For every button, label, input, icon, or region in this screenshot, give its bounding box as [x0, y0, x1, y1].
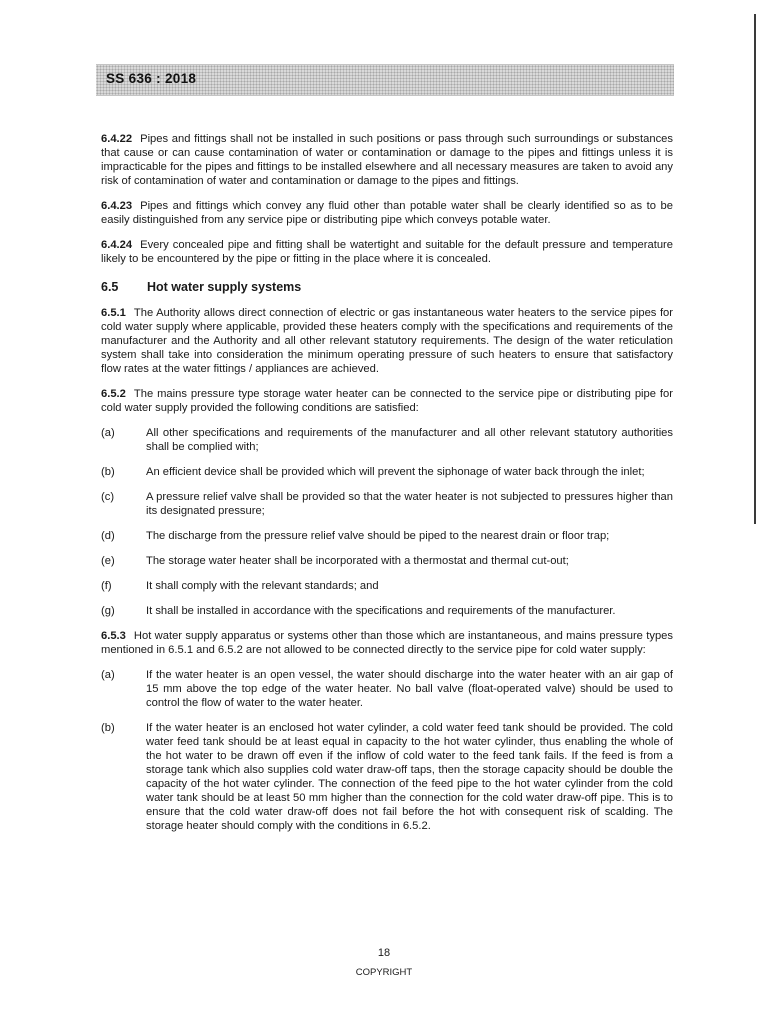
clause-text: Pipes and fittings shall not be installed in such positions or pass through such surroundings or substances that cause or can cause contamination of water or contamination or damage to the pipes and fittings unless it is impracticable for the pipes and fittings to be installed elsewhere and all necessary measures are taken to avoid any risk of contamination of water and contamination or damage to the pipes and fittings. — [101, 133, 673, 187]
clause-number: 6.5.2 — [101, 388, 126, 400]
clause-number: 6.5.1 — [101, 307, 126, 319]
list-label: (c) — [101, 491, 115, 503]
clause-number: 6.5.3 — [101, 630, 126, 642]
clause-6-5-3 — [101, 629, 673, 657]
list-item — [101, 721, 673, 833]
clause-text: Pipes and fittings which convey any fluid other than potable water shall be clearly identified so as to be easily distinguished from any service pipe or distributing pipe which conveys potable water. — [101, 200, 673, 226]
page-number: 18 — [377, 947, 391, 959]
copyright-notice: COPYRIGHT — [355, 967, 413, 978]
list-text: The storage water heater shall be incorporated with a thermostat and thermal cut-out; — [146, 555, 569, 567]
list-label: (e) — [101, 555, 115, 567]
clause-text: The mains pressure type storage water heater can be connected to the service pipe or distributing pipe for cold water supply provided the following conditions are satisfied: — [101, 388, 673, 414]
clause-6-5-2 — [101, 387, 673, 415]
clause-number: 6.4.23 — [101, 200, 133, 212]
list-text: If the water heater is an open vessel, the water should discharge into the water heater with an air gap of 15 mm above the top edge of the water heater. No ball valve (float-operated valve) should be used to control the flow of water to the water heater. — [146, 669, 673, 709]
clause-text: The Authority allows direct connection of electric or gas instantaneous water heaters to the service pipes for cold water supply where applicable, provided these heaters comply with the specifications and requirements of the manufacturer and the Authority and all other relevant statutory requirements. The design of the water reticulation system shall take into consideration the minimum operating pressure of such heaters to ensure that satisfactory flow rates at the water fittings / appliances are achieved. — [101, 307, 673, 375]
list-label: (a) — [101, 669, 115, 681]
list-label: (b) — [101, 722, 115, 734]
list-text: It shall be installed in accordance with the specifications and requirements of the manufacturer. — [146, 605, 616, 617]
list-label: (b) — [101, 466, 115, 478]
standard-code: SS 636 : 2018 — [106, 71, 197, 86]
document-header — [96, 64, 674, 96]
list-text: A pressure relief valve shall be provided so that the water heater is not subjected to pressures higher than its designated pressure; — [146, 491, 673, 517]
list-label: (g) — [101, 605, 115, 617]
clause-number: 6.4.22 — [101, 133, 133, 145]
list-text: All other specifications and requirements of the manufacturer and all other relevant statutory authorities shall be complied with; — [146, 427, 673, 453]
list-text: The discharge from the pressure relief valve should be piped to the nearest drain or floor trap; — [146, 530, 610, 542]
list-text: It shall comply with the relevant standards; and — [146, 580, 379, 592]
list-item — [101, 554, 673, 568]
list-item — [101, 604, 673, 618]
clause-6-4-24 — [101, 238, 673, 266]
page-content — [101, 132, 673, 844]
clause-6-4-22 — [101, 132, 673, 188]
list-item — [101, 529, 673, 543]
list-text: If the water heater is an enclosed hot water cylinder, a cold water feed tank should be provided. The cold water feed tank should be at least equal in capacity to the hot water cylinder, thus enabling the whole of the hot water to be drawn off even if the inflow of cold water to the feed tank fails. If the feed is from a storage tank which also supplies cold water draw-off taps, then the storage capacity should be double the capacity of the hot water cylinder. The connection of the feed pipe to the hot water cylinder from the cold water tank should be at least 50 mm higher than the connection for the cold water draw-off pipe. This is to ensure that the cold water draw-off does not fail before the hot with consequent risk of scalding. The storage heater should comply with the conditions in 6.5.2. — [146, 722, 673, 832]
clause-number: 6.4.24 — [101, 239, 133, 251]
clause-text: Hot water supply apparatus or systems other than those which are instantaneous, and mains pressure types mentioned in 6.5.1 and 6.5.2 are not allowed to be connected directly to the service pipe for cold water supply: — [101, 630, 673, 656]
section-heading — [101, 280, 673, 294]
section-number: 6.5 — [101, 280, 119, 294]
list-item — [101, 465, 673, 479]
list-item — [101, 426, 673, 454]
clause-text: Every concealed pipe and fitting shall be watertight and suitable for the default pressure and temperature likely to be encountered by the pipe or fitting in the place where it is concealed. — [101, 239, 673, 265]
section-title: Hot water supply systems — [147, 280, 302, 294]
list-item — [101, 490, 673, 518]
list-label: (a) — [101, 427, 115, 439]
list-text: An efficient device shall be provided which will prevent the siphonage of water back through the inlet; — [146, 466, 645, 478]
list-label: (f) — [101, 580, 112, 592]
list-item — [101, 668, 673, 710]
clause-6-5-1 — [101, 306, 673, 376]
clause-6-4-23 — [101, 199, 673, 227]
list-item — [101, 579, 673, 593]
list-label: (d) — [101, 530, 115, 542]
scan-edge-line — [754, 14, 756, 524]
